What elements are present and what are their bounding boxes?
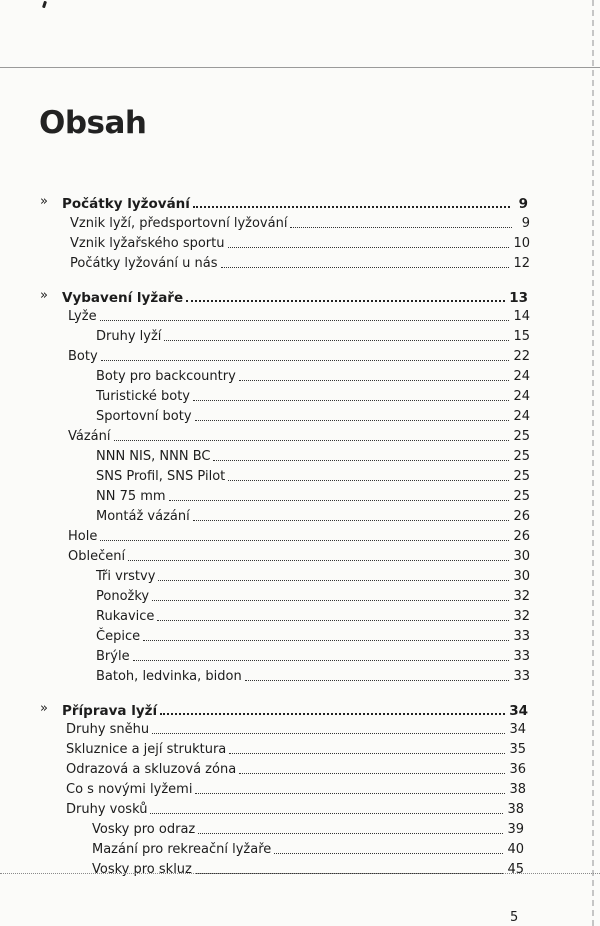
toc-label: NNN NIS, NNN BC [96,449,211,464]
toc-page: 26 [513,529,530,544]
toc-page: 33 [513,649,530,664]
leader-dots [158,580,509,581]
leader-dots [193,400,509,401]
toc-page: 22 [513,349,530,364]
leader-dots [114,440,510,441]
toc-page: 38 [507,802,524,817]
toc-page: 25 [513,449,530,464]
toc-label: Boty pro backcountry [96,369,236,384]
leader-dots [195,793,505,794]
page-edge [592,0,594,926]
toc-label: Vosky pro skluz [92,862,192,877]
toc-page: 25 [513,489,530,504]
toc-entry[interactable] [68,523,530,545]
toc-chapter[interactable] [62,190,528,212]
toc-entry[interactable] [70,210,530,232]
toc-entry[interactable] [68,423,530,445]
toc-page: 33 [513,669,530,684]
chapter-bullet: » [40,194,48,209]
toc-entry[interactable] [96,603,530,625]
ink-mark [42,1,47,9]
toc-page: 33 [513,629,530,644]
toc-label: Vosky pro odraz [92,822,196,837]
leader-dots [228,247,510,248]
toc-label: Oblečení [68,549,126,564]
toc-label: Příprava lyží [62,703,158,719]
leader-dots [239,773,505,774]
toc-label: Vznik lyží, předsportovní lyžování [70,216,288,231]
leader-dots [198,833,503,834]
toc-label: Ponožky [96,589,150,604]
toc-label: Montáž vázání [96,509,190,524]
leader-dots [193,206,510,208]
toc-entry[interactable] [96,463,530,485]
toc-label: Mazání pro rekreační lyžaře [92,842,272,857]
toc-page: 30 [513,569,530,584]
toc-label: Vybavení lyžaře [62,290,184,306]
leader-dots [143,640,509,641]
toc-label: Počátky lyžování [62,196,190,212]
toc-entry[interactable] [66,756,526,778]
toc-page: 30 [513,549,530,564]
toc-page: 40 [507,842,524,857]
toc-label: NN 75 mm [96,489,166,504]
toc-label: Čepice [96,629,141,644]
toc-label: Skluznice a její struktura [66,742,227,757]
toc-label: Brýle [96,649,130,664]
toc-entry[interactable] [96,663,530,685]
toc-page: 25 [513,469,530,484]
leader-dots [150,813,503,814]
toc-label: Hole [68,529,98,544]
toc-page: 24 [513,409,530,424]
chapter-bullet: » [40,288,48,303]
bottom-rule [0,873,600,874]
toc-label: Sportovní boty [96,409,192,424]
leader-dots [160,713,505,715]
toc-page: 45 [507,862,524,877]
leader-dots [239,380,510,381]
toc-label: Odrazová a skluzová zóna [66,762,237,777]
leader-dots [133,660,510,661]
toc-label: Boty [68,349,98,364]
toc-label: Vázání [68,429,111,444]
leader-dots [100,320,510,321]
leader-dots [290,227,512,228]
toc-entry[interactable] [92,856,524,878]
toc-entry[interactable] [96,323,530,345]
leader-dots [100,540,509,541]
toc-entry[interactable] [96,563,530,585]
toc-page: 14 [513,309,530,324]
leader-dots [213,460,509,461]
leader-dots [245,680,510,681]
toc-page: 34 [509,722,526,737]
toc-entry[interactable] [70,250,530,272]
toc-page: 9 [521,216,530,231]
leader-dots [274,853,503,854]
toc-label: SNS Profil, SNS Pilot [96,469,226,484]
toc-entry[interactable] [66,736,526,758]
toc-page: 24 [513,369,530,384]
toc-page: 26 [513,509,530,524]
toc-entry[interactable] [68,303,530,325]
toc-entry[interactable] [66,776,526,798]
toc-page: 39 [507,822,524,837]
leader-dots [152,733,505,734]
toc-entry[interactable] [96,643,530,665]
leader-dots [221,267,510,268]
toc-page: 13 [509,290,528,306]
leader-dots [229,753,505,754]
toc-entry[interactable] [96,403,530,425]
leader-dots [152,600,509,601]
toc-entry[interactable] [96,363,530,385]
leader-dots [157,620,509,621]
toc-label: Turistické boty [96,389,190,404]
toc-page: 32 [513,589,530,604]
leader-dots [193,520,510,521]
toc-entry[interactable] [96,583,530,605]
toc-entry[interactable] [66,796,524,818]
leader-dots [169,500,510,501]
toc-entry[interactable] [96,443,530,465]
page-title: Obsah [39,105,147,141]
toc-label: Vznik lyžařského sportu [70,236,225,251]
toc-label: Počátky lyžování u nás [70,256,218,271]
toc-label: Rukavice [96,609,155,624]
leader-dots [164,340,509,341]
toc-page: 34 [509,703,528,719]
toc-page: 36 [509,762,526,777]
leader-dots [186,300,505,302]
toc-page: 12 [513,256,530,271]
toc-label: Druhy lyží [96,329,162,344]
toc-entry[interactable] [96,483,530,505]
chapter-bullet: » [40,701,48,716]
toc-entry[interactable] [92,816,524,838]
toc-entry[interactable] [96,503,530,525]
toc-label: Co s novými lyžemi [66,782,193,797]
leader-dots [195,420,510,421]
leader-dots [101,360,510,361]
toc-entry[interactable] [96,383,530,405]
top-rule [0,67,600,68]
toc-page: 10 [513,236,530,251]
toc-label: Batoh, ledvinka, bidon [96,669,242,684]
toc-entry[interactable] [96,623,530,645]
toc-page: 25 [513,429,530,444]
leader-dots [228,480,509,481]
toc-entry[interactable] [66,716,526,738]
leader-dots [128,560,509,561]
toc-label: Tři vrstvy [96,569,156,584]
toc-label: Druhy sněhu [66,722,150,737]
toc-page: 15 [513,329,530,344]
page-number: 5 [510,910,519,925]
toc-page: 38 [509,782,526,797]
toc-page: 24 [513,389,530,404]
toc-entry[interactable] [68,543,530,565]
toc-label: Druhy vosků [66,802,148,817]
toc-page: 9 [518,196,528,212]
toc-entry[interactable] [92,836,524,858]
toc-entry[interactable] [68,343,530,365]
toc-page: 35 [509,742,526,757]
toc-page: 32 [513,609,530,624]
toc-entry[interactable] [70,230,530,252]
toc-label: Lyže [68,309,97,324]
